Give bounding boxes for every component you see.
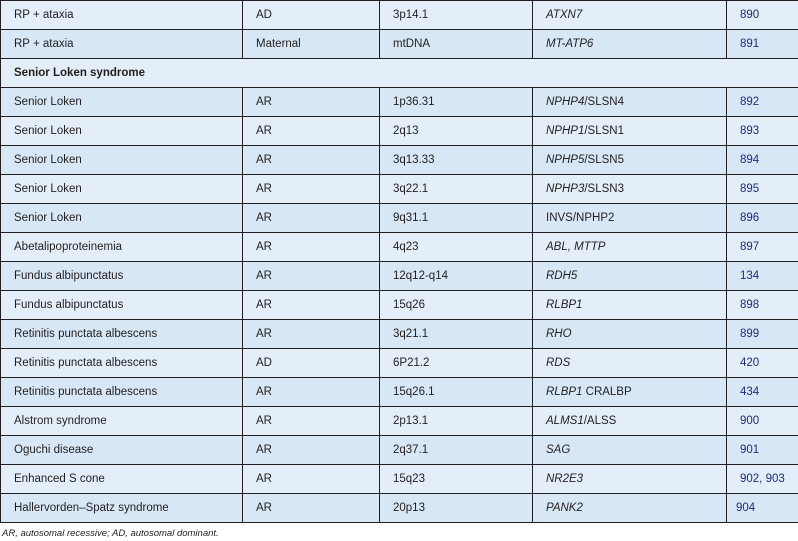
reference-cell (727, 407, 798, 436)
reference-cell (727, 349, 798, 378)
gene-cell (533, 349, 727, 378)
reference-cell (727, 88, 798, 117)
gene-alias: /SLSN4 (584, 96, 624, 108)
gene-symbol: MT-ATP6 (546, 38, 594, 50)
gene-cell (533, 1, 727, 30)
gene-cell (533, 175, 727, 204)
gene-cell (533, 320, 727, 349)
locus-cell: 15q26.1 (380, 378, 533, 407)
gene-cell (533, 407, 727, 436)
gene-alias: CRALBP (582, 386, 632, 398)
locus-cell: 6P21.2 (380, 349, 533, 378)
locus-cell: 20p13 (380, 494, 533, 523)
reference-link[interactable]: 904 (736, 502, 756, 514)
locus-cell: 3q13.33 (380, 146, 533, 175)
gene-cell (533, 436, 727, 465)
disorder-cell: Hallervorden–Spatz syndrome (1, 494, 243, 523)
gene-symbol: RDH5 (546, 270, 578, 282)
locus-cell: 4q23 (380, 233, 533, 262)
reference-link[interactable]: 902, 903 (740, 473, 785, 485)
inheritance-cell: AR (243, 204, 380, 233)
table-row (1, 88, 798, 117)
locus-cell: 3q21.1 (380, 320, 533, 349)
reference-link[interactable]: 897 (740, 241, 760, 253)
gene-cell (533, 204, 727, 233)
gene-cell (533, 233, 727, 262)
disorder-cell: Retinitis punctata albescens (1, 320, 243, 349)
disorder-cell: Senior Loken (1, 88, 243, 117)
inheritance-cell: AR (243, 291, 380, 320)
reference-link[interactable]: 899 (740, 328, 760, 340)
gene-cell (533, 30, 727, 59)
gene-symbol: ATXN7 (546, 9, 583, 21)
disorder-cell: Enhanced S cone (1, 465, 243, 494)
disorder-cell: Fundus albipunctatus (1, 291, 243, 320)
locus-cell: 2q37.1 (380, 436, 533, 465)
table-row (1, 494, 798, 523)
reference-cell (727, 436, 798, 465)
inheritance-cell: AR (243, 494, 380, 523)
reference-link[interactable]: 898 (740, 299, 760, 311)
table-row (1, 378, 798, 407)
locus-cell: 9q31.1 (380, 204, 533, 233)
table-row (1, 204, 798, 233)
table-row (1, 1, 798, 30)
inheritance-cell: AR (243, 436, 380, 465)
reference-cell (727, 262, 798, 291)
inheritance-cell: AR (243, 117, 380, 146)
inheritance-cell: AR (243, 262, 380, 291)
disorder-cell: Retinitis punctata albescens (1, 349, 243, 378)
reference-link[interactable]: 901 (740, 444, 760, 456)
locus-cell: 1p36.31 (380, 88, 533, 117)
locus-cell: 15q23 (380, 465, 533, 494)
gene-symbol: RLBP1 (546, 386, 583, 398)
reference-cell (727, 30, 798, 59)
gene-symbol: NPHP4 (546, 96, 585, 108)
reference-cell (727, 378, 798, 407)
table-row (1, 291, 798, 320)
reference-link[interactable]: 420 (740, 357, 760, 369)
reference-link[interactable]: 892 (740, 96, 760, 108)
disorder-cell: RP + ataxia (1, 1, 243, 30)
inheritance-cell: AR (243, 233, 380, 262)
table-row (1, 349, 798, 378)
gene-cell (533, 117, 727, 146)
table-footnote: AR, autosomal recessive; AD, autosomal dominant. (2, 528, 219, 539)
gene-symbol: SAG (546, 444, 571, 456)
disorder-cell: RP + ataxia (1, 30, 243, 59)
reference-cell (727, 494, 798, 523)
table-row (1, 407, 798, 436)
gene-symbol: NR2E3 (546, 473, 584, 485)
locus-cell: 2q13 (380, 117, 533, 146)
table-row (1, 146, 798, 175)
disorder-cell: Senior Loken (1, 204, 243, 233)
reference-cell (727, 146, 798, 175)
table-row (1, 436, 798, 465)
gene-symbol: RLBP1 (546, 299, 583, 311)
reference-link[interactable]: 134 (740, 270, 760, 282)
gene-cell (533, 291, 727, 320)
reference-cell (727, 1, 798, 30)
reference-cell (727, 320, 798, 349)
reference-cell (727, 117, 798, 146)
inheritance-cell: AD (243, 349, 380, 378)
reference-cell (727, 204, 798, 233)
inheritance-cell: AD (243, 1, 380, 30)
disorder-cell: Senior Loken (1, 117, 243, 146)
locus-cell: 3p14.1 (380, 1, 533, 30)
table-row (1, 233, 798, 262)
inheritance-cell: AR (243, 407, 380, 436)
table-row (1, 117, 798, 146)
inheritance-cell: AR (243, 320, 380, 349)
gene-cell (533, 146, 727, 175)
table-row (1, 30, 798, 59)
table-row (1, 320, 798, 349)
gene-cell (533, 465, 727, 494)
reference-link[interactable]: 893 (740, 125, 760, 137)
gene-symbol: NPHP5 (546, 154, 585, 166)
table-row (1, 465, 798, 494)
inheritance-cell: Maternal (243, 30, 380, 59)
inheritance-cell: AR (243, 146, 380, 175)
disorder-cell: Senior Loken (1, 175, 243, 204)
reference-link[interactable]: 896 (740, 212, 760, 224)
locus-cell: 3q22.1 (380, 175, 533, 204)
gene-symbol: ABL, MTTP (546, 241, 606, 253)
gene-cell (533, 378, 727, 407)
inheritance-cell: AR (243, 378, 380, 407)
reference-cell (727, 233, 798, 262)
inheritance-cell: AR (243, 175, 380, 204)
gene-alias: /SLSN3 (584, 183, 624, 195)
gene-symbol: NPHP1 (546, 125, 585, 137)
reference-link[interactable]: 895 (740, 183, 760, 195)
gene-alias: INVS/NPHP2 (546, 212, 615, 224)
locus-cell: 12q12-q14 (380, 262, 533, 291)
reference-link[interactable]: 900 (740, 415, 760, 427)
disorder-cell: Abetalipoproteinemia (1, 233, 243, 262)
inheritance-cell: AR (243, 465, 380, 494)
reference-link[interactable]: 890 (740, 9, 760, 21)
inheritance-cell: AR (243, 88, 380, 117)
reference-link[interactable]: 894 (740, 154, 760, 166)
disorder-cell: Alstrom syndrome (1, 407, 243, 436)
locus-cell: 15q26 (380, 291, 533, 320)
gene-symbol: RHO (546, 328, 572, 340)
disorder-cell: Oguchi disease (1, 436, 243, 465)
reference-link[interactable]: 891 (740, 38, 760, 50)
gene-symbol: ALMS1 (546, 415, 584, 427)
locus-cell: 2p13.1 (380, 407, 533, 436)
gene-alias: /SLSN5 (584, 154, 624, 166)
gene-alias: /SLSN1 (584, 125, 624, 137)
disorder-cell: Fundus albipunctatus (1, 262, 243, 291)
gene-cell (533, 262, 727, 291)
gene-symbol: NPHP3 (546, 183, 585, 195)
reference-cell (727, 465, 798, 494)
table-row (1, 175, 798, 204)
section-title: Senior Loken syndrome (1, 59, 798, 88)
gene-symbol: RDS (546, 357, 571, 369)
section-header-row (1, 59, 798, 88)
disorder-cell: Senior Loken (1, 146, 243, 175)
locus-cell: mtDNA (380, 30, 533, 59)
gene-symbol: PANK2 (546, 502, 583, 514)
gene-cell (533, 494, 727, 523)
table-row (1, 262, 798, 291)
gene-cell (533, 88, 727, 117)
reference-cell (727, 291, 798, 320)
disorder-cell: Retinitis punctata albescens (1, 378, 243, 407)
reference-link[interactable]: 434 (740, 386, 760, 398)
reference-cell (727, 175, 798, 204)
gene-alias: /ALSS (583, 415, 617, 427)
